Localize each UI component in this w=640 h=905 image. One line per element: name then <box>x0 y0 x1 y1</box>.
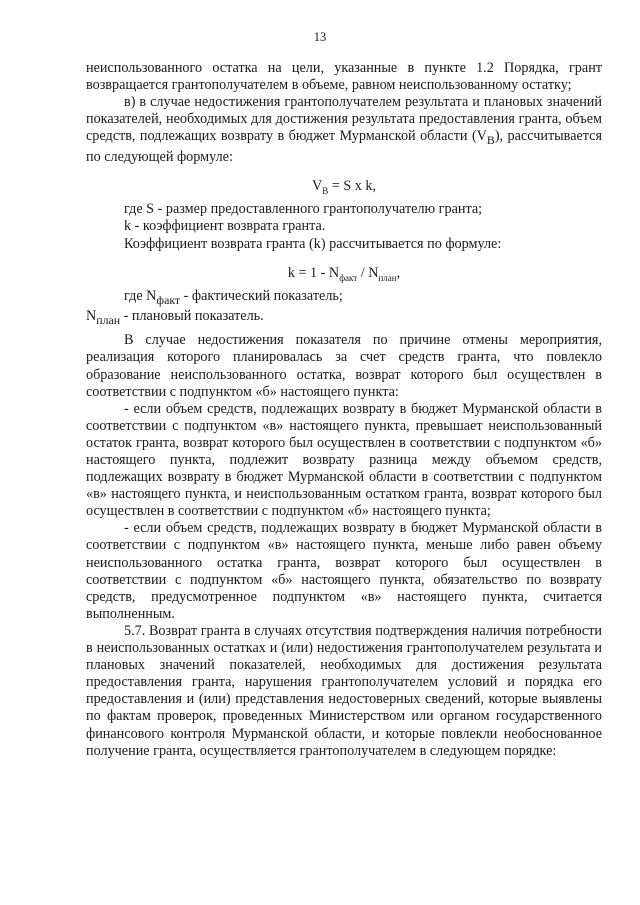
paragraph-coefficient-intro: Коэффициент возврата гранта (k) рассчитывается по формуле: <box>124 235 502 252</box>
paragraph-remaining-balance: неиспользованного остатка на цели, указанные в пункте 1.2 Порядка, грант возвращается грантополучателем в объеме, равном неиспользованному остатку; <box>86 60 602 94</box>
page-number: 13 <box>313 30 327 44</box>
formula-volume-subscript: В <box>322 186 329 197</box>
definition-n-fact-a: где N <box>124 287 157 304</box>
definition-n-fact-subscript: факт <box>156 292 181 307</box>
formula-coefficient-part2: / N <box>357 264 379 281</box>
document-body <box>86 60 602 760</box>
paragraph-subitem-v <box>86 94 602 166</box>
subitem-v-text-end: ), рассчитывается по следующей формуле: <box>86 128 602 166</box>
formula-volume-lhs: V <box>311 178 323 195</box>
paragraph-less-or-equal-case: - если объем средств, подлежащих возврату в бюджет Мурманской области в соответствии с подпунктом «в» настоящего пункта, меньше либо равен объему неиспользованного остатка гранта, возврат которого был осуществлен в соответствии с подпунктом «б» настоящего пункта, обязательство по возврату средств, предусмотренное подпунктом «в» настоящего пункта, считается выполненным. <box>86 520 602 622</box>
formula-coefficient-part1: k = 1 - N <box>287 264 340 281</box>
definition-n-fact-b: - фактический показатель; <box>180 287 343 304</box>
formula-coefficient-subscript-fact: факт <box>339 272 358 283</box>
formula-volume <box>86 178 602 200</box>
formula-coefficient-end: , <box>396 264 401 281</box>
definition-n-plan-subscript: план <box>96 313 121 328</box>
paragraph-event-cancellation: В случае недостижения показателя по причине отмены мероприятия, реализация которого планировалась за счет средств гранта, что повлекло образование неиспользованного остатка, возврат которого был осуществлен в соответствии с подпунктом «б» настоящего пункта: <box>86 332 602 400</box>
subitem-v-subscript: В <box>486 133 495 148</box>
definition-k: k - коэффициент возврата гранта. <box>124 218 326 235</box>
definition-n-fact <box>86 288 602 309</box>
formula-coefficient <box>86 265 602 287</box>
definition-n-plan-a: N <box>86 308 97 325</box>
definition-n-plan <box>86 308 602 329</box>
formula-coefficient-subscript-plan: план <box>378 272 397 283</box>
definition-s: где S - размер предоставленного грантополучателю гранта; <box>124 201 483 218</box>
paragraph-5-7: 5.7. Возврат гранта в случаях отсутствия подтверждения наличия потребности в неиспользованных остатках и (или) недостижения грантополучателем результата и плановых значений показателей, необходимых для достижения результата предоставления гранта, нарушения грантополучателем условий и порядка его предоставления и (или) представления недостоверных сведений, которые выявлены по фактам проверок, проведенных Министерством или органом государственного финансового контроля Мурманской области, и которые повлекли необоснованное получение гранта, осуществляется грантополучателем в следующем порядке: <box>86 622 602 759</box>
definition-n-plan-b: - плановый показатель. <box>120 308 264 325</box>
formula-volume-rhs: = S x k, <box>328 178 377 195</box>
paragraph-exceeds-case: - если объем средств, подлежащих возврату в бюджет Мурманской области в соответствии с подпунктом «в» настоящего пункта, превышает неиспользованный остаток гранта, возврат которого был осуществлен в соответствии с подпунктом «б» настоящего пункта, подлежит возврату разница между объемом средств, подлежащих возврату в бюджет Мурманской области в соответствии с подпунктом «в» настоящего пункта, и неиспользованным остатком гранта, возврат которого был осуществлен в соответствии с подпунктом «б» настоящего пункта; <box>86 400 602 520</box>
subitem-v-text: в) в случае недостижения грантополучателем результата и плановых значений показателей, необходимых для достижения результата предоставления гранта, объем средств, подлежащих возврату в бюджет Мурманской области (V <box>86 94 602 145</box>
